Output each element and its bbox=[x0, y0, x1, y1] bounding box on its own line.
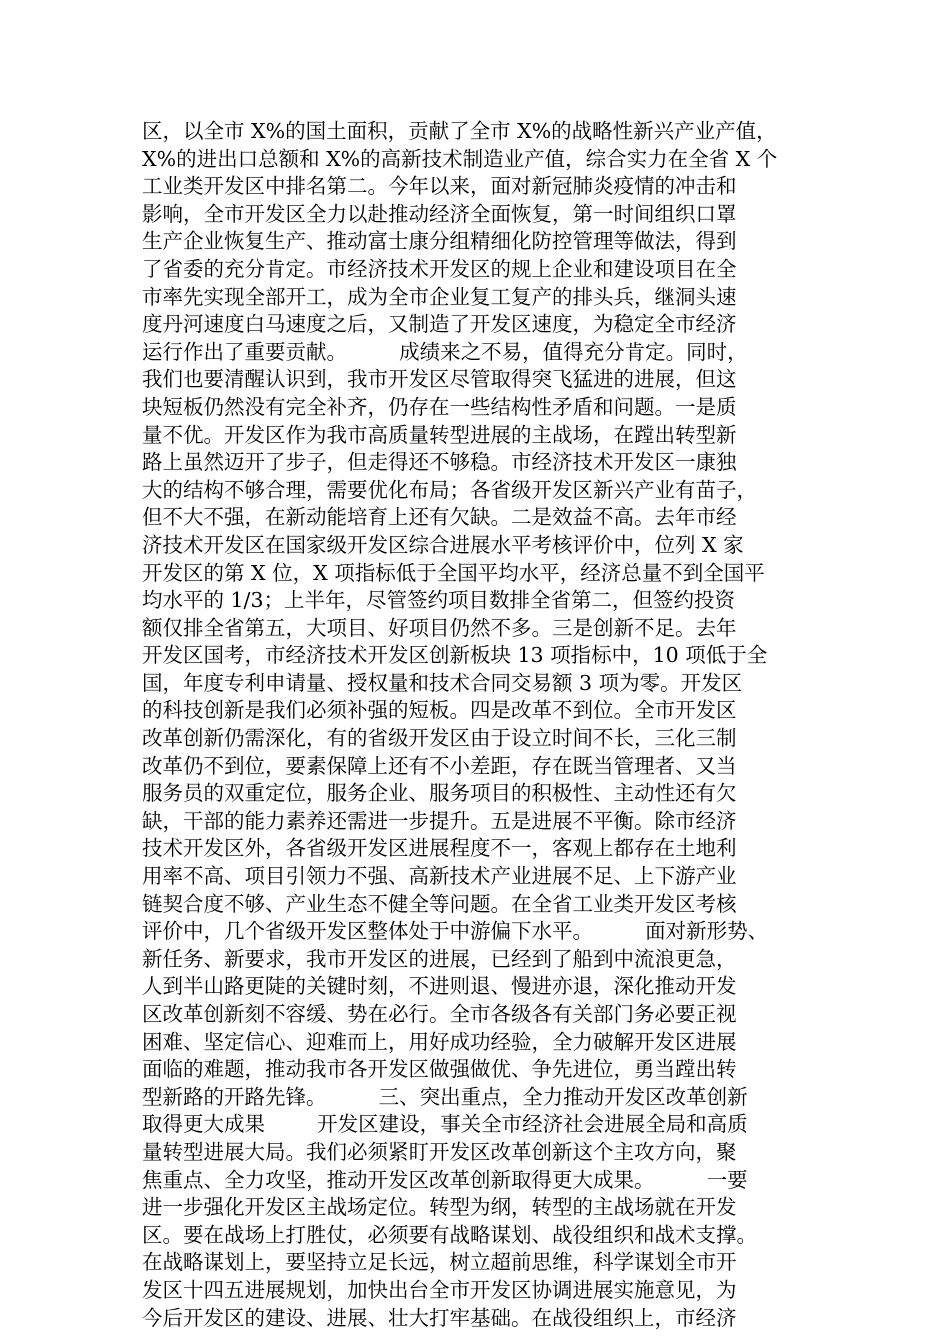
text-line: 用率不高、项目引领力不强、高新技术产业进展不足、上下游产业 bbox=[142, 864, 737, 889]
text-line: 路上虽然迈开了步子，但走得还不够稳。市经济技术开发区一康独 bbox=[142, 450, 737, 475]
text-line: 的科技创新是我们必须补强的短板。四是改革不到位。全市开发区 bbox=[142, 698, 737, 723]
text-line: 改革创新仍需深化，有的省级开发区由于设立时间不长，三化三制 bbox=[142, 726, 737, 751]
text-line: 区，以全市 X%的国土面积，贡献了全市 X%的战略性新兴产业产值， bbox=[142, 119, 777, 143]
text-line: 但不大不强，在新动能培育上还有欠缺。二是效益不高。去年市经 bbox=[142, 505, 737, 530]
text-line: 济技术开发区在国家级开发区综合进展水平考核评价中，位列 X 家 bbox=[142, 532, 744, 557]
text-line: 量转型进展大局。我们必须紧盯开发区改革创新这个主攻方向，聚 bbox=[142, 1139, 737, 1164]
text-line: 运行作出了重要贡献。 成绩来之不易，值得充分肯定。同时， bbox=[142, 339, 748, 364]
text-line: 改革仍不到位，要素保障上还有不小差距，存在既当管理者、又当 bbox=[142, 753, 737, 778]
text-line: 度丹河速度白马速度之后，又制造了开发区速度，为稳定全市经济 bbox=[142, 312, 737, 337]
body-text bbox=[142, 118, 832, 1332]
text-line: 进一步强化开发区主战场定位。转型为纲，转型的主战场就在开发 bbox=[142, 1195, 737, 1220]
text-line: 服务员的双重定位，服务企业、服务项目的积极性、主动性还有欠 bbox=[142, 781, 737, 806]
text-line: 大的结构不够合理，需要优化布局；各省级开发区新兴产业有苗子， bbox=[142, 477, 757, 502]
text-line: 链契合度不够、产业生态不健全等问题。在全省工业类开发区考核 bbox=[142, 891, 737, 916]
text-line: 技术开发区外，各省级开发区进展程度不一，客观上都存在土地利 bbox=[142, 836, 737, 861]
text-line: 开发区国考，市经济技术开发区创新板块 13 项指标中，10 项低于全 bbox=[142, 643, 768, 668]
text-line: 均水平的 1/3；上半年，尽管签约项目数排全省第二，但签约投资 bbox=[142, 588, 736, 613]
text-line: 取得更大成果 开发区建设，事关全市经济社会进展全局和高质 bbox=[142, 1112, 748, 1137]
text-line: 块短板仍然没有完全补齐，仍存在一些结构性矛盾和问题。一是质 bbox=[142, 394, 737, 419]
text-line: 今后开发区的建设、进展、壮大打牢基础。在战役组织上，市经济 bbox=[142, 1305, 737, 1330]
text-line: 焦重点、全力攻坚，推动开发区改革创新取得更大成果。 一要 bbox=[142, 1167, 748, 1192]
text-line: X%的进出口总额和 X%的高新技术制造业产值，综合实力在全省 X 个 bbox=[142, 146, 778, 171]
text-line: 人到半山路更陡的关键时刻，不进则退、慢进亦退，深化推动开发 bbox=[142, 974, 737, 999]
text-line: 市率先实现全部开工，成为全市企业复工复产的排头兵，继洞头速 bbox=[142, 284, 737, 309]
text-line: 缺，干部的能力素养还需进一步提升。五是进展不平衡。除市经济 bbox=[142, 808, 737, 833]
text-line: 量不优。开发区作为我市高质量转型进展的主战场，在蹚出转型新 bbox=[142, 422, 737, 447]
text-line: 国，年度专利申请量、授权量和技术合同交易额 3 项为零。开发区 bbox=[142, 670, 743, 695]
text-line: 生产企业恢复生产、推动富士康分组精细化防控管理等做法，得到 bbox=[142, 229, 737, 254]
text-line: 区。要在战场上打胜仗，必须要有战略谋划、战役组织和战术支撑。 bbox=[142, 1222, 757, 1247]
text-line: 影响，全市开发区全力以赴推动经济全面恢复，第一时间组织口罩 bbox=[142, 201, 737, 226]
text-line: 新任务、新要求，我市开发区的进展，已经到了船到中流浪更急， bbox=[142, 946, 737, 971]
text-line: 我们也要清醒认识到，我市开发区尽管取得突飞猛进的进展，但这 bbox=[142, 367, 737, 392]
text-line: 区改革创新刻不容缓、势在必行。全市各级各有关部门务必要正视 bbox=[142, 1002, 737, 1026]
text-line: 型新路的开路先锋。 三、突出重点，全力推动开发区改革创新 bbox=[142, 1084, 748, 1109]
text-line: 在战略谋划上，要坚持立足长远，树立超前思维，科学谋划全市开 bbox=[142, 1250, 737, 1275]
text-line: 开发区的第 X 位，X 项指标低于全国平均水平，经济总量不到全国平 bbox=[142, 560, 765, 585]
text-line: 面临的难题，推动我市各开发区做强做优、争先进位，勇当蹚出转 bbox=[142, 1057, 737, 1082]
text-line: 发区十四五进展规划，加快出台全市开发区协调进展实施意见，为 bbox=[142, 1277, 737, 1302]
text-line: 工业类开发区中排名第二。今年以来，面对新冠肺炎疫情的冲击和 bbox=[142, 174, 737, 199]
text-line: 额仅排全省第五，大项目、好项目仍然不多。三是创新不足。去年 bbox=[142, 615, 737, 640]
text-line: 了省委的充分肯定。市经济技术开发区的规上企业和建设项目在全 bbox=[142, 256, 737, 281]
text-line: 困难、坚定信心、迎难而上，用好成功经验，全力破解开发区进展 bbox=[142, 1029, 737, 1054]
text-line: 评价中，几个省级开发区整体处于中游偏下水平。 面对新形势、 bbox=[142, 919, 769, 944]
